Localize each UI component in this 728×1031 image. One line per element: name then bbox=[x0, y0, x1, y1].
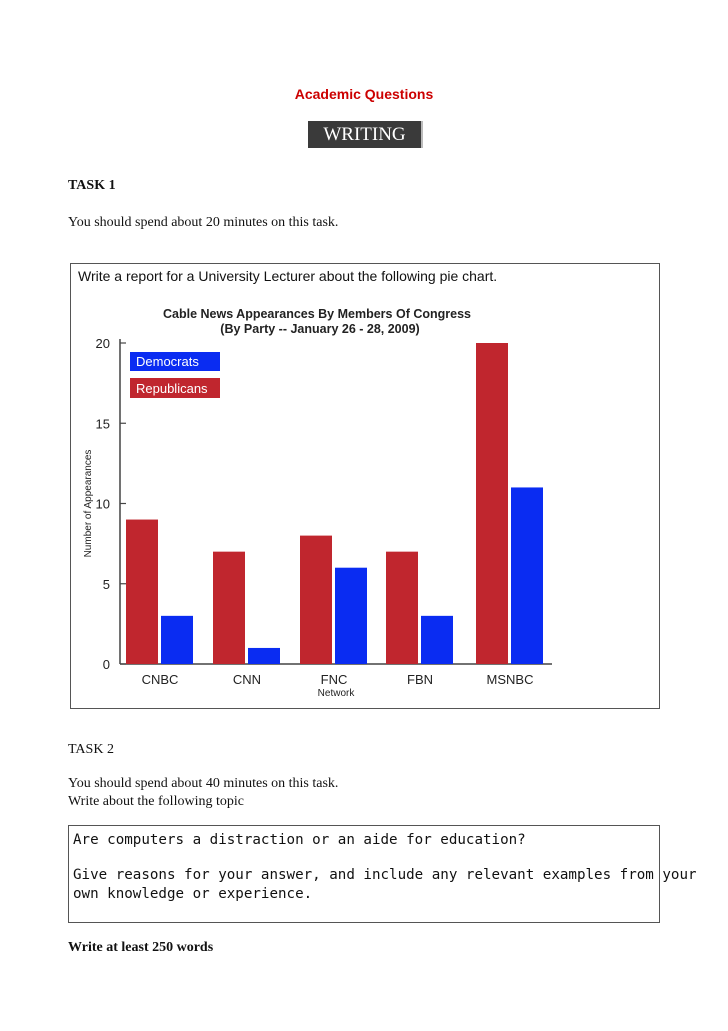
x-tick-label: FBN bbox=[407, 672, 433, 687]
bar-republicans-cnbc bbox=[126, 520, 158, 664]
bar-democrats-cnbc bbox=[161, 616, 193, 664]
bar-democrats-cnn bbox=[248, 648, 280, 664]
bar-republicans-cnn bbox=[213, 552, 245, 664]
legend-label-democrats: Democrats bbox=[136, 354, 199, 369]
bar-republicans-fbn bbox=[386, 552, 418, 664]
task2-time-note: You should spend about 40 minutes on this task. bbox=[68, 776, 339, 791]
y-tick-label: 10 bbox=[95, 496, 110, 512]
x-tick-label: CNBC bbox=[141, 672, 179, 687]
x-tick-label: MSNBC bbox=[486, 672, 534, 687]
word-count-requirement: Write at least 250 words bbox=[68, 940, 214, 955]
task1-instruction: Write a report for a University Lecturer about the following pie chart. bbox=[78, 268, 498, 284]
x-tick-label: CNN bbox=[232, 672, 262, 687]
bar-republicans-fnc bbox=[300, 536, 332, 664]
x-axis-label: Network bbox=[317, 688, 355, 699]
bar-democrats-fnc bbox=[335, 568, 367, 664]
x-tick-label: FNC bbox=[320, 672, 348, 687]
bar-chart bbox=[74, 300, 574, 700]
legend-label-republicans: Republicans bbox=[136, 381, 208, 396]
bar-republicans-msnbc bbox=[476, 343, 508, 664]
y-tick-label: 15 bbox=[95, 416, 110, 432]
y-tick-label: 20 bbox=[95, 336, 110, 351]
chart-title: Cable News Appearances By Members Of Congress bbox=[163, 307, 471, 321]
bar-democrats-fbn bbox=[421, 616, 453, 664]
bar-democrats-msnbc bbox=[511, 487, 543, 664]
y-axis-label: Number of Appearances bbox=[83, 449, 94, 558]
task1-heading: TASK 1 bbox=[68, 178, 116, 193]
task2-question: Are computers a distraction or an aide for education? bbox=[73, 832, 526, 848]
y-tick-label: 5 bbox=[102, 576, 110, 592]
task2-prompt-line1: Give reasons for your answer, and include any relevant examples from your bbox=[73, 867, 697, 883]
task2-heading: TASK 2 bbox=[68, 742, 114, 757]
page-title: Academic Questions bbox=[294, 86, 434, 102]
task2-topic-intro: Write about the following topic bbox=[68, 794, 244, 809]
chart-subtitle: (By Party -- January 26 - 28, 2009) bbox=[220, 322, 420, 336]
task2-prompt-line2: own knowledge or experience. bbox=[73, 886, 313, 902]
y-tick-label: 0 bbox=[102, 657, 110, 672]
task1-time-note: You should spend about 20 minutes on this task. bbox=[68, 215, 339, 230]
section-banner: WRITING bbox=[308, 121, 423, 148]
